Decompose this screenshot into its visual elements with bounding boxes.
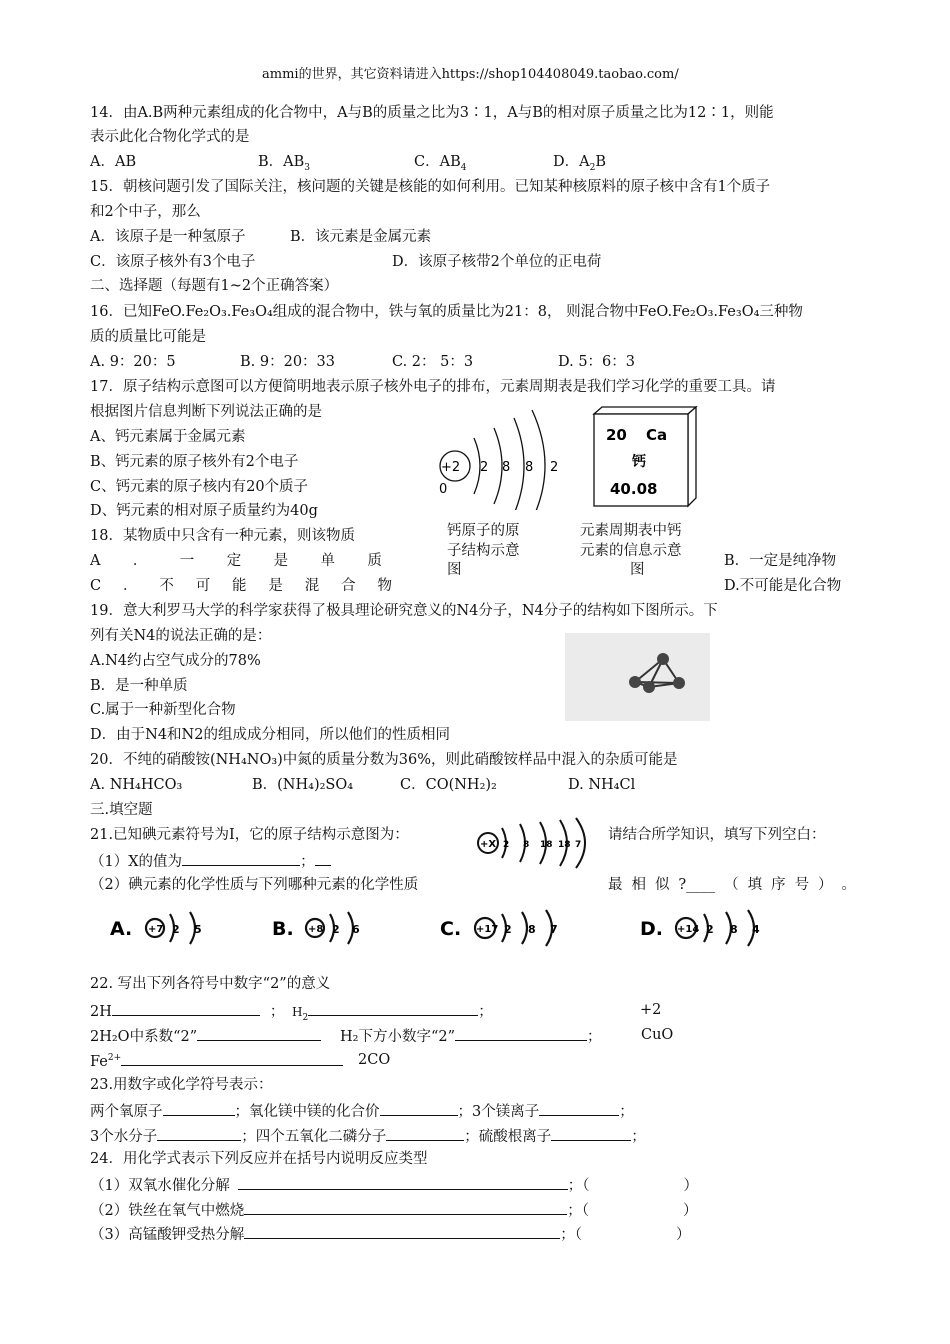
question-20-option-b[interactable]: B．(NH₄)₂SO₄	[252, 777, 354, 793]
question-15-option-a[interactable]: A．该原子是一种氢原子	[90, 229, 246, 245]
shell-4-electrons: 2	[550, 460, 559, 475]
cuo-formula: CuO	[641, 1027, 674, 1043]
question-14-option-d[interactable]: D．$A_2B$	[553, 154, 606, 173]
atom-caption-line1	[447, 522, 543, 540]
option-b-diagram[interactable]	[272, 904, 382, 950]
iodine-nucleus-charge: +X	[480, 839, 497, 850]
option-d-nucleus-charge: +14	[677, 924, 700, 935]
cell-caption-line3: 图	[630, 562, 645, 578]
question-22-row1-b: $H_2$ ；	[292, 1001, 493, 1021]
question-20-option-d[interactable]: D. NH₄Cl	[568, 777, 636, 793]
question-17-option-d[interactable]: D、钙元素的相对原子质量约为40g	[90, 503, 318, 519]
iodine-shell-2-e: 8	[523, 840, 530, 850]
nitrogen-atom-top	[657, 653, 669, 665]
option-b-nucleus-charge: +8	[308, 924, 324, 935]
question-16-option-a[interactable]: A. 9：20：5	[90, 354, 176, 370]
question-20-option-c[interactable]: C．CO(NH₂)₂	[400, 777, 497, 793]
blank-mg-valence[interactable]	[380, 1101, 458, 1116]
question-20-option-a[interactable]: A. NH₄HCO₃	[90, 777, 183, 793]
question-18-option-a[interactable]: A ． 一 定 是 单 质	[90, 553, 382, 569]
electron-shell-3	[514, 418, 524, 510]
question-19-option-c[interactable]: C.属于一种新型化合物	[90, 702, 236, 718]
atomic-mass: 40.08	[610, 480, 658, 498]
question-22-title: 22. 写出下列各符号中数字“2”的意义	[90, 976, 331, 992]
option-b-shell-2-e: 6	[352, 923, 360, 936]
blank-equation-3[interactable]	[244, 1224, 560, 1239]
option-c-label: C.	[440, 918, 462, 940]
element-symbol: Ca	[646, 426, 668, 444]
question-17-option-a[interactable]: A、钙元素属于金属元素	[90, 429, 246, 445]
option-d-shell-2-e: 8	[730, 923, 738, 936]
blank-h2[interactable]	[308, 1001, 478, 1016]
answer-blank-x-tail	[315, 851, 331, 866]
nucleus-charge: +2	[441, 460, 461, 475]
option-a-label: A.	[110, 918, 133, 940]
question-14-stem-line2: 表示此化合物化学式的是	[90, 129, 250, 145]
element-name: 钙	[632, 454, 646, 470]
question-17-option-c[interactable]: C、钙元素的原子核内有20个质子	[90, 479, 309, 495]
electron-shell-4	[532, 410, 545, 510]
blank-mg-ions[interactable]	[539, 1101, 619, 1116]
question-18-stem: 18．某物质中只含有一种元素，则该物质	[90, 528, 355, 544]
shell-3-electrons: 8	[525, 460, 534, 475]
question-16-option-d[interactable]: D. 5：6：3	[558, 354, 636, 370]
question-19-option-d[interactable]: D．由于N4和N2的组成成分相同，所以他们的性质相同	[90, 727, 450, 743]
cell-side-face	[688, 407, 696, 506]
answer-blank-x[interactable]	[182, 851, 300, 866]
question-17-stem-line1: 17．原子结构示意图可以方便简明地表示原子核外电子的排布，元素周期表是我们学习化学的重要工具。请	[90, 379, 776, 395]
calcium-periodic-cell	[588, 406, 700, 510]
nitrogen-atom-right	[673, 677, 685, 689]
question-18-option-b[interactable]: B．一定是纯净物	[724, 553, 837, 569]
atom-caption-line2: 子结构示意	[447, 543, 520, 559]
valence-mark-plus2: +2	[640, 1002, 662, 1018]
option-d-label: D.	[640, 918, 663, 940]
nitrogen-atom-left	[629, 676, 641, 688]
nucleus-charge-tail: 0	[439, 482, 448, 497]
question-20-stem: 20．不纯的硝酸铵(NH₄NO₃)中氮的质量分数为36%，则此硝酸铵样品中混入的杂质可能是	[90, 752, 678, 768]
question-15-stem-line1: 15．朝核问题引发了国际关注，核问题的关键是核能的如何利用。已知某种核原料的原子核中含有1个质子	[90, 179, 771, 195]
option-c-shell-3-e: 7	[550, 923, 558, 936]
question-17-stem-line2: 根据图片信息判断下列说法正确的是	[90, 404, 322, 420]
cell-caption-line2: 元素的信息示意	[580, 543, 682, 559]
question-15-option-d[interactable]: D．该原子核带2个单位的正电荷	[392, 254, 602, 270]
question-22-row1-a: 2H ；	[90, 1001, 284, 1021]
blank-equation-2[interactable]	[244, 1200, 567, 1215]
page-header: ammi的世界，其它资料请进入https://shop104408049.taobao.com/	[262, 67, 679, 82]
question-24-item-3: （3）高锰酸钾受热分解 ；（ ）	[90, 1224, 690, 1244]
question-22-row2-a: 2H₂O中系数“2”	[90, 1026, 321, 1046]
question-18-option-c[interactable]: C ． 不 可 能 是 混 合 物	[90, 578, 392, 594]
question-24-item-1: （1）双氧水催化分解 ；（ ）	[90, 1175, 698, 1195]
blank-2h[interactable]	[112, 1001, 260, 1016]
option-c-shell-2-e: 8	[528, 923, 536, 936]
question-19-option-a[interactable]: A.N4约占空气成分的78%	[90, 653, 261, 669]
question-14-option-c[interactable]: C．$AB_4$	[414, 154, 467, 173]
question-23-row2: 3个水分子 ；四个五氧化二磷分子 ；硫酸根离子 ；	[90, 1126, 646, 1146]
cell-caption-line1: 元素周期表中钙	[580, 523, 682, 539]
shell-1-electrons: 2	[480, 460, 489, 475]
option-b-shell-1-e: 2	[332, 923, 340, 936]
question-15-option-b[interactable]: B．该元素是金属元素	[290, 229, 432, 245]
blank-p2o5[interactable]	[386, 1126, 464, 1141]
question-16-stem-line1: 16．已知FeO.Fe₂O₃.Fe₃O₄组成的混合物中，铁与氧的质量比为21：8， 则混合物中FeO.Fe₂O₃.Fe₃O₄三种物	[90, 304, 803, 320]
option-c-nucleus-charge: +17	[476, 924, 499, 935]
calcium-atom-diagram	[428, 400, 588, 510]
option-c-shell-1-e: 2	[504, 923, 512, 936]
atomic-number: 20	[606, 426, 627, 444]
question-21-part-2-right[interactable]: 最 相 似 ?____ （ 填 序 号 ） 。	[608, 877, 856, 893]
electron-shell-2	[494, 428, 502, 504]
question-14-option-b[interactable]: B．$AB_3$	[258, 154, 311, 173]
question-19-option-b[interactable]: B．是一种单质	[90, 678, 188, 694]
option-a-shell-1-e: 2	[172, 923, 180, 936]
question-21-part-2: （2）碘元素的化学性质与下列哪种元素的化学性质	[90, 877, 419, 893]
option-c-shell-2	[522, 912, 527, 944]
option-a-nucleus-charge: +7	[148, 924, 164, 935]
question-18-option-d[interactable]: D.不可能是化合物	[724, 578, 842, 594]
option-a-shell-2-e: 5	[194, 923, 202, 936]
iodine-atom-diagram	[474, 814, 594, 870]
iodine-shell-4-e: 18	[558, 840, 571, 850]
option-b-label: B.	[272, 918, 294, 940]
blank-sulfate[interactable]	[551, 1126, 631, 1141]
option-d-shell-1-e: 2	[706, 923, 714, 936]
blank-h2-subscript[interactable]	[455, 1026, 587, 1041]
question-24-title: 24．用化学式表示下列反应并在括号内说明反应类型	[90, 1151, 428, 1167]
blank-2h2o[interactable]	[197, 1026, 321, 1041]
question-16-option-b[interactable]: B. 9：20：33	[240, 354, 336, 370]
question-22-row3-a: $Fe^{2+}$	[90, 1051, 343, 1071]
cell-top-face	[594, 407, 696, 414]
section-2-heading: 二、选择题（每题有1~2个正确答案）	[90, 278, 339, 294]
question-19-stem-line2: 列有关N4的说法正确的是：	[90, 628, 272, 644]
question-15-option-c[interactable]: C．该原子核外有3个电子	[90, 254, 256, 270]
blank-fe2plus[interactable]	[121, 1051, 343, 1066]
question-21-part-1: （1）X的值为 ；	[90, 851, 331, 871]
section-3-heading: 三.填空题	[90, 802, 153, 818]
question-15-stem-line2: 和2个中子，那么	[90, 204, 201, 220]
question-23-row1: 两个氧原子 ；氧化镁中镁的化合价 ；3个镁离子 ；	[90, 1101, 634, 1121]
option-a-diagram[interactable]	[110, 904, 220, 950]
question-21-stem: 21.已知碘元素符号为I，它的原子结构示意图为：	[90, 827, 409, 843]
question-21-stem-right: 请结合所学知识，填写下列空白：	[608, 827, 826, 843]
n4-molecule-figure	[565, 633, 710, 721]
atom-caption-spread: 钙原子的原	[447, 523, 520, 539]
question-14-option-a[interactable]: A．AB	[90, 154, 137, 170]
question-16-stem-line2: 质的质量比可能是	[90, 329, 206, 345]
question-23-title: 23.用数字或化学符号表示：	[90, 1077, 273, 1093]
blank-water-molecules[interactable]	[157, 1126, 241, 1141]
question-19-stem-line1: 19．意大利罗马大学的科学家获得了极具理论研究意义的N4分子，N4分子的结构如下图所示。下	[90, 603, 718, 619]
question-24-item-2: （2）铁丝在氧气中燃烧 ；（ ）	[90, 1200, 697, 1220]
blank-two-oxygen[interactable]	[163, 1101, 235, 1116]
iodine-shell-5-e: 7	[575, 840, 582, 850]
atom-caption-line3: 图	[447, 562, 462, 578]
iodine-shell-3-e: 18	[540, 840, 553, 850]
option-d-shell-3-e: 4	[752, 923, 760, 936]
blank-equation-1[interactable]	[238, 1175, 568, 1190]
question-17-option-b[interactable]: B、钙元素的原子核外有2个电子	[90, 454, 299, 470]
iodine-shell-1-e: 2	[503, 840, 510, 850]
nitrogen-atom-front	[643, 681, 655, 693]
question-22-row2-b: H₂下方小数字“2” ；	[340, 1026, 602, 1046]
co2-formula: 2CO	[358, 1052, 391, 1068]
option-c-diagram[interactable]	[440, 904, 580, 950]
option-d-diagram[interactable]	[640, 904, 780, 950]
question-16-option-c[interactable]: C. 2： 5：3	[392, 354, 474, 370]
question-14-stem-line1: 14．由A.B两种元素组成的化合物中，A与B的质量之比为3∶1，A与B的相对原子质量之比为12∶1，则能	[90, 105, 774, 121]
shell-2-electrons: 8	[502, 460, 511, 475]
